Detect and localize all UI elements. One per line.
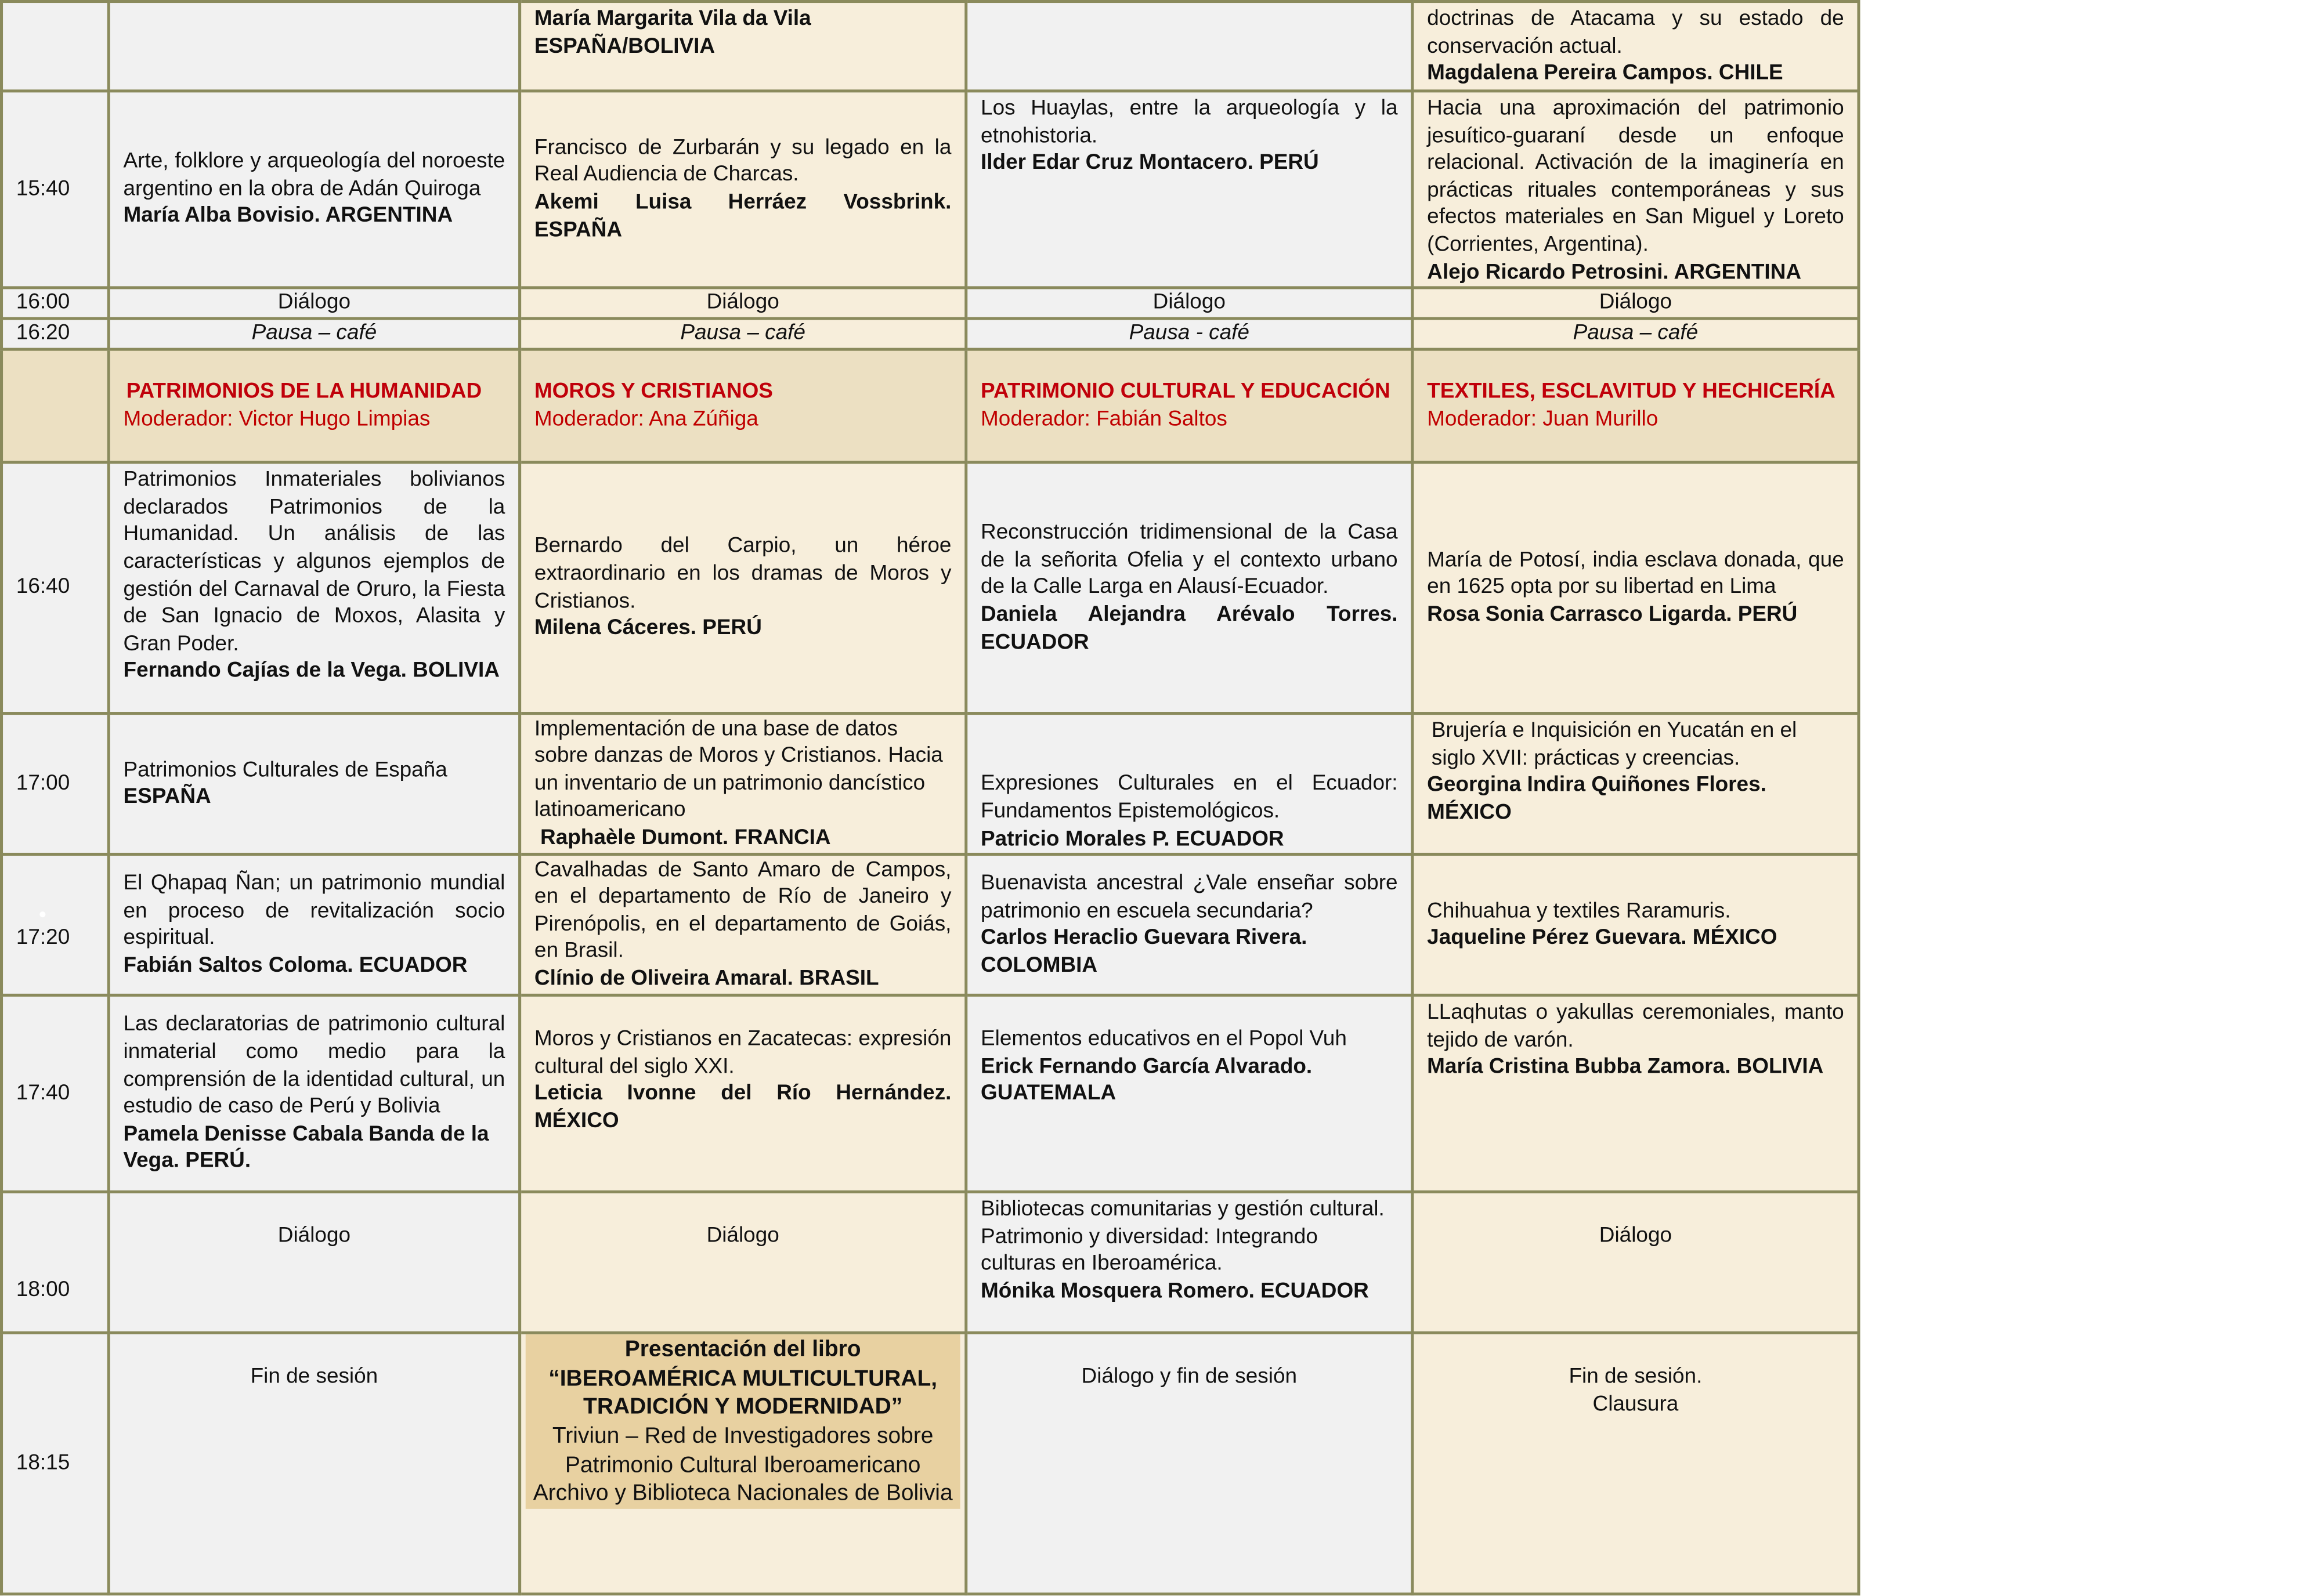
session-title: TEXTILES, ESCLAVITUD Y HECHICERÍA: [1427, 380, 1835, 404]
dialogo-cell: Diálogo: [1412, 288, 1859, 319]
session-title: MOROS Y CRISTIANOS: [534, 380, 773, 404]
talk-title: Patrimonios Inmateriales bolivianos declarados Patrimonios de la Humanidad. Un análisis de las características y algunos ejemplos de gestión del Carnaval de Oruro, la Fiesta de San Ignacio de Moxos, Alasita y Gran Poder.: [123, 468, 505, 656]
talk-title: Las declaratorias de patrimonio cultural inmaterial como medio para la comprensión de la identidad cultural, un estudio de caso de Perú y Bolivia: [123, 1013, 505, 1119]
book-presentation-cell: [520, 1333, 966, 1594]
talk-title: Elementos educativos en el Popol Vuh: [981, 1027, 1347, 1051]
talk-title: Expresiones Culturales en el Ecuador: Fundamentos Epistemológicos.: [981, 772, 1398, 824]
time-cell: 15:40: [2, 91, 109, 288]
table-row: [2, 462, 1859, 714]
speaker-name: Alejo Ricardo Petrosini. ARGENTINA: [1427, 260, 1802, 284]
session-cell: [966, 462, 1412, 714]
time-cell: 16:40: [2, 462, 109, 714]
end-cell: Fin de sesión: [109, 1333, 519, 1594]
session-cell: [109, 714, 519, 855]
pause-cell: Pausa – café: [1412, 319, 1859, 349]
speaker-name: Pamela Denisse Cabala Banda de la Vega. PERÚ.: [123, 1122, 489, 1174]
session-cell: [1412, 462, 1859, 714]
moderator: Moderador: Juan Murillo: [1427, 407, 1659, 431]
speaker-name: Ilder Edar Cruz Montacero. PERÚ: [981, 151, 1319, 175]
dialogo-cell: Diálogo: [966, 288, 1412, 319]
speaker-name: Jaqueline Pérez Guevara. MÉXICO: [1427, 926, 1777, 950]
speaker-name: Magdalena Pereira Campos. CHILE: [1427, 61, 1783, 86]
time-cell: 18:00: [2, 1192, 109, 1333]
moderator: Moderador: Ana Zúñiga: [534, 407, 758, 431]
session-title: PATRIMONIO CULTURAL Y EDUCACIÓN: [981, 380, 1390, 404]
talk-title: Moros y Cristianos en Zacatecas: expresión cultural del siglo XXI.: [534, 1027, 952, 1079]
table-row: [2, 91, 1859, 288]
session-header: [109, 350, 519, 463]
talk-title: Brujería e Inquisición en Yucatán en el siglo XVII: prácticas y creencias.: [1431, 719, 1797, 770]
talk-title: Arte, folklore y arqueología del noroeste argentino en la obra de Adán Quiroga: [123, 150, 505, 201]
talk-title: El Qhapaq Ñan; un patrimonio mundial en proceso de revitalización socio espiritual.: [123, 871, 505, 950]
talk-title: Implementación de una base de datos sobre danzas de Moros y Cristianos. Hacia un inventario de un patrimonio dancístico latinoamericano: [534, 717, 943, 823]
speaker-name: Akemi Luisa Herráez Vossbrink. ESPAÑA: [534, 191, 952, 242]
closing-label: Clausura: [1592, 1392, 1679, 1416]
speaker-name: Milena Cáceres. PERÚ: [534, 617, 762, 640]
speaker-name: María Alba Bovisio. ARGENTINA: [123, 204, 453, 229]
speaker-name: María Margarita Vila da Vila: [534, 7, 811, 31]
speaker-name: Fabián Saltos Coloma. ECUADOR: [123, 953, 468, 978]
talk-title: Bernardo del Carpio, un héroe extraordinario en los dramas de Moros y Cristianos.: [534, 535, 952, 613]
talk-title: Buenavista ancestral ¿Vale enseñar sobre patrimonio en escuela secundaria?: [981, 871, 1398, 923]
session-cell: [966, 1192, 1412, 1333]
session-cell: [966, 996, 1412, 1192]
talk-title: Patrimonios Culturales de España: [123, 758, 447, 782]
table-row: [2, 288, 1859, 319]
speaker-name: Carlos Heraclio Guevara Rivera. COLOMBIA: [981, 926, 1307, 978]
session-cell: [1412, 714, 1859, 855]
talk-title: María de Potosí, india esclava donada, que en 1625 opta por su libertad en Lima: [1427, 548, 1844, 600]
session-cell: [109, 996, 519, 1192]
table-row: [2, 319, 1859, 349]
end-cell: [1412, 1333, 1859, 1594]
session-title: PATRIMONIOS DE LA HUMANIDAD: [126, 380, 482, 404]
session-header: [1412, 350, 1859, 463]
table-row: [2, 2, 1859, 91]
talk-title: LLaqhutas o yakullas ceremoniales, manto tejido de varón.: [1427, 1001, 1844, 1052]
session-cell: [1412, 91, 1859, 288]
speaker-name: Daniela Alejandra Arévalo Torres. ECUADOR: [981, 603, 1398, 654]
session-cell: [966, 714, 1412, 855]
speaker-name: Patricio Morales P. ECUADOR: [981, 827, 1284, 851]
session-header-row: [2, 350, 1859, 463]
book-heading: Presentación del libro: [624, 1337, 861, 1363]
speaker-name: Erick Fernando García Alvarado. GUATEMALA: [981, 1055, 1313, 1106]
time-cell: 18:15: [2, 1333, 109, 1594]
time-cell: 17:40: [2, 996, 109, 1192]
time-cell: 17:00: [2, 714, 109, 855]
time-label: 17:20: [16, 926, 70, 950]
pause-cell: Pausa – café: [109, 319, 519, 349]
session-cell: [966, 91, 1412, 288]
speaker-name: Georgina Indira Quiñones Flores. MÉXICO: [1427, 774, 1766, 825]
session-header: [520, 350, 966, 463]
book-network: Triviun – Red de Investigadores sobre Patrimonio Cultural Iberoamericano: [552, 1423, 934, 1478]
table-row: [2, 1192, 1859, 1333]
session-cell: [109, 462, 519, 714]
session-cell: [966, 855, 1412, 996]
speaker-name: ESPAÑA: [123, 785, 211, 809]
session-cell: [520, 996, 966, 1192]
end-label: Fin de sesión.: [1569, 1365, 1703, 1389]
speaker-name: María Cristina Bubba Zamora. BOLIVIA: [1427, 1055, 1824, 1080]
session-cell: [520, 462, 966, 714]
session-cell: [109, 2, 519, 91]
session-cell: [1412, 2, 1859, 91]
session-cell: [109, 855, 519, 996]
session-cell: [520, 855, 966, 996]
pause-cell: Pausa – café: [520, 319, 966, 349]
session-cell: [109, 91, 519, 288]
session-cell: [1412, 855, 1859, 996]
time-cell: [2, 2, 109, 91]
table-row: [2, 1333, 1859, 1594]
time-cell: 16:00: [2, 288, 109, 319]
dialogo-cell: Diálogo: [520, 1192, 966, 1333]
dialogo-cell: Diálogo: [109, 288, 519, 319]
book-presentation: [526, 1334, 960, 1508]
talk-title: Cavalhadas de Santo Amaro de Campos, en el departamento de Río de Janeiro y Pirenópolis, en el departamento de Goiás, en Brasil.: [534, 858, 952, 964]
time-cell: 16:20: [2, 319, 109, 349]
session-cell: [520, 91, 966, 288]
talk-title: Francisco de Zurbarán y su legado en la Real Audiencia de Charcas.: [534, 136, 952, 187]
dialogo-cell: Diálogo: [109, 1192, 519, 1333]
time-cell: [2, 855, 109, 996]
talk-title: Bibliotecas comunitarias y gestión cultural. Patrimonio y diversidad: Integrando culturas en Iberoamérica.: [981, 1197, 1385, 1276]
speaker-name: Mónika Mosquera Romero. ECUADOR: [981, 1280, 1369, 1304]
book-title: “IBEROAMÉRICA MULTICULTURAL, TRADICIÓN Y MODERNIDAD”: [548, 1366, 938, 1420]
book-host: Archivo y Biblioteca Nacionales de Bolivia: [533, 1481, 953, 1507]
moderator: Moderador: Fabián Saltos: [981, 407, 1227, 431]
talk-title: Reconstrucción tridimensional de la Casa de la señorita Ofelia y el contexto urbano de la Calle Larga en Alausí-Ecuador.: [981, 521, 1398, 600]
session-header: [966, 350, 1412, 463]
session-cell: [966, 2, 1412, 91]
speaker-country: ESPAÑA/BOLIVIA: [534, 34, 716, 59]
table-row: [2, 714, 1859, 855]
speaker-name: Fernando Cajías de la Vega. BOLIVIA: [123, 659, 500, 683]
session-cell: [520, 714, 966, 855]
talk-title: Chihuahua y textiles Raramuris.: [1427, 899, 1731, 923]
end-cell: Diálogo y fin de sesión: [966, 1333, 1412, 1594]
speaker-name: Raphaèle Dumont. FRANCIA: [540, 826, 831, 850]
session-cell: [1412, 996, 1859, 1192]
talk-title: Los Huaylas, entre la arqueología y la etnohistoria.: [981, 96, 1398, 148]
dialogo-cell: Diálogo: [520, 288, 966, 319]
talk-title: Hacia una aproximación del patrimonio jesuítico-guaraní desde un enfoque relacional. Activación de la imaginería en prácticas rituales contemporáneas y sus efectos materiales en San Miguel y Loreto (Corrientes, Argentina).: [1427, 96, 1844, 257]
session-cell: [520, 2, 966, 91]
dialogo-cell: Diálogo: [1412, 1192, 1859, 1333]
time-cell: [2, 350, 109, 463]
speaker-name: Rosa Sonia Carrasco Ligarda. PERÚ: [1427, 603, 1798, 627]
dot-mark: [16, 898, 94, 925]
speaker-name: Leticia Ivonne del Río Hernández. MÉXICO: [534, 1082, 952, 1134]
pause-cell: Pausa - café: [966, 319, 1412, 349]
table-row: [2, 996, 1859, 1192]
table-row: [2, 855, 1859, 996]
speaker-name: Clínio de Oliveira Amaral. BRASIL: [534, 967, 879, 991]
moderator: Moderador: Victor Hugo Limpias: [123, 407, 431, 431]
talk-title: doctrinas de Atacama y su estado de conservación actual.: [1427, 7, 1844, 59]
